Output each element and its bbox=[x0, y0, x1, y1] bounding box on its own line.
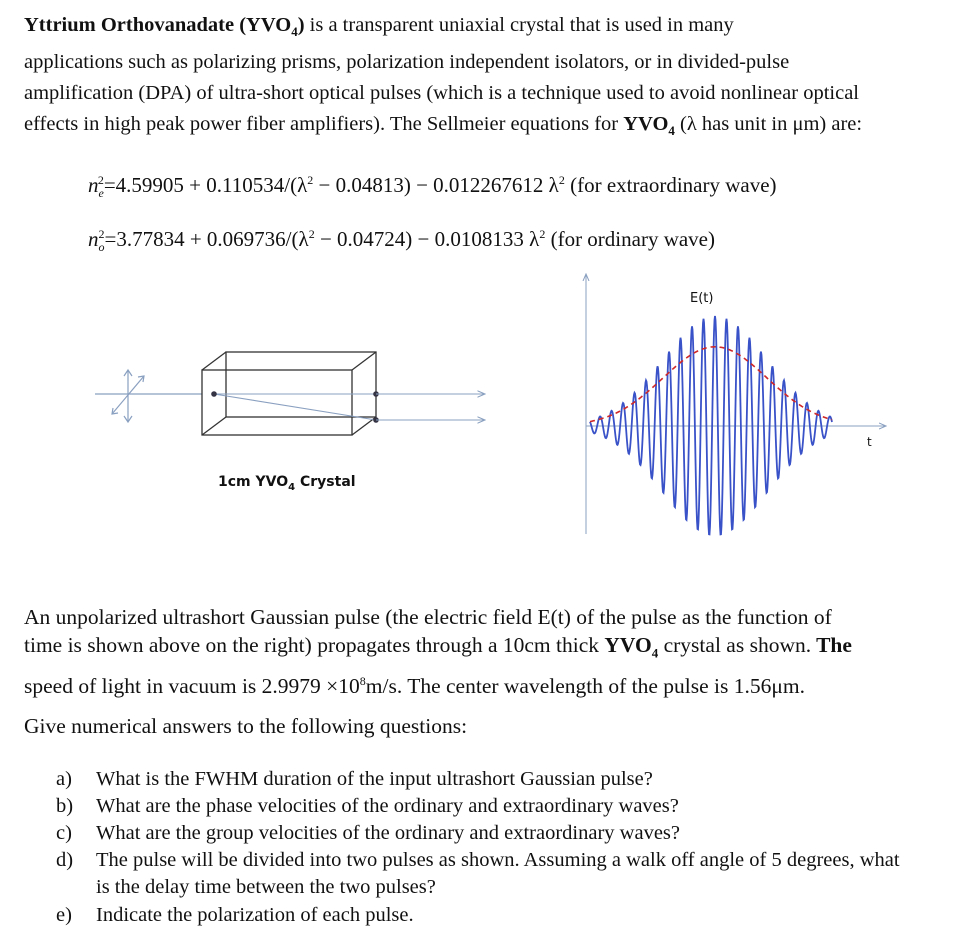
question-e: e) Indicate the polarization of each pulse. bbox=[56, 904, 414, 926]
entry-point bbox=[211, 391, 217, 397]
pulse-waveform bbox=[590, 316, 832, 534]
equation-extraordinary: $n_e^2=4.59905 + 0.110534/(\lambda^2 - 0.04813) - 0.012267612$ $\lambda^2$ (for extraordinary wave) bbox=[88, 173, 777, 201]
question-b: b) What are the phase velocities of the ordinary and extraordinary waves? bbox=[56, 795, 679, 817]
y-axis-label: E(t) bbox=[690, 291, 714, 306]
body-paragraph bbox=[24, 603, 944, 700]
body-line-1: An unpolarized ultrashort Gaussian pulse (the electric field E(t) of the pulse as the function of bbox=[24, 605, 832, 629]
intro-line-1: Yttrium Orthovanadate $(YVO_4)$ is a transparent uniaxial crystal that is used in many bbox=[24, 14, 734, 40]
equation-ordinary: $n_o^2=3.77834 + 0.069736/(\lambda^2 - 0.04724) - 0.0108133$ $\lambda^2$ (for ordinary wave) bbox=[88, 227, 715, 255]
polarization-icon bbox=[95, 370, 145, 422]
question-d: d) The pulse will be divided into two pulses as shown. Assuming a walk off angle of 5 degrees, what is the delay time between the two pulses? bbox=[56, 849, 900, 898]
pulse-plot bbox=[570, 268, 890, 540]
question-c: c) What are the group velocities of the ordinary and extraordinary waves? bbox=[56, 822, 681, 844]
crystal-diagram bbox=[90, 340, 510, 510]
question-a: a) What is the FWHM duration of the input ultrashort Gaussian pulse? bbox=[56, 768, 653, 790]
crystal-label: 1cm $YVO_4$ Crystal bbox=[218, 474, 356, 493]
intro-line-4: effects in high peak power fiber amplifiers). The Sellmeier equations for $YVO_4$ (λ has unit in μm) are: bbox=[24, 113, 863, 139]
intro-line-3: amplification (DPA) of ultra-short optical pulses (which is a technique used to avoid nonlinear optical bbox=[24, 82, 859, 105]
body-line-2: time is shown above on the right) propagates through a 10cm thick $YVO_4$ crystal as shown. The bbox=[24, 633, 852, 661]
instructions: Give numerical answers to the following questions: bbox=[24, 714, 468, 738]
intro-line-2: applications such as polarizing prisms, polarization independent isolators, or in divided-pulse bbox=[24, 51, 790, 74]
intro-paragraph bbox=[24, 10, 944, 146]
pulse-envelope bbox=[590, 347, 832, 422]
x-axis-label: t bbox=[867, 435, 872, 449]
body-line-3: speed of light in vacuum is $2.9979 \times 10^8m/s$. The center wavelength of the pulse is 1.56μm. bbox=[24, 674, 806, 699]
intro-title: Yttrium Orthovanadate $(YVO_4)$ bbox=[24, 14, 305, 40]
